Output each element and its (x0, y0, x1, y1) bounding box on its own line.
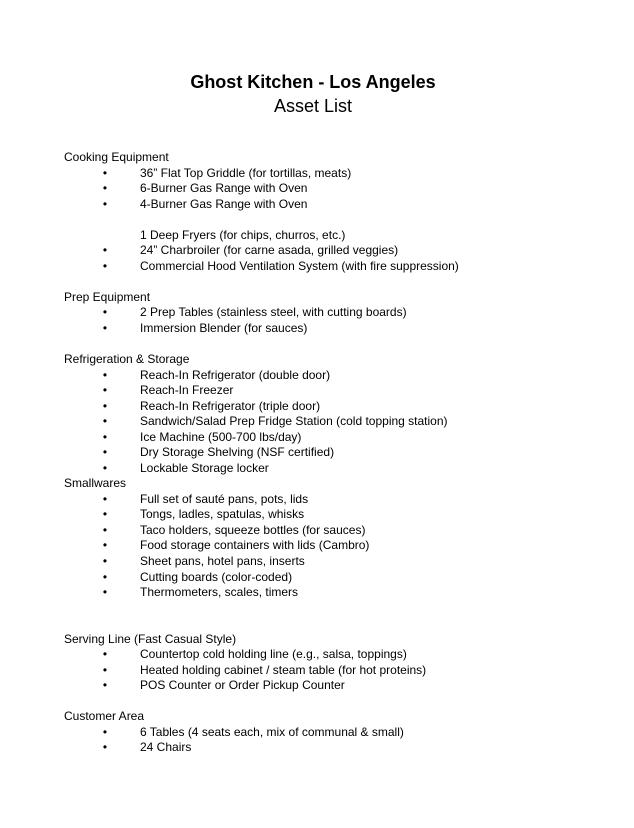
bullet-icon: • (102, 166, 108, 180)
list-item: Reach-In Refrigerator (double door) (140, 368, 331, 382)
bullet-icon: • (102, 399, 108, 413)
list-item: 24” Charbroiler (for carne asada, grilled veggies) (140, 243, 399, 257)
section-heading-customer-area: Customer Area (64, 709, 145, 723)
bullet-icon: • (102, 259, 108, 273)
list-item: 2 Prep Tables (stainless steel, with cutting boards) (140, 305, 407, 319)
section-heading-serving-line: Serving Line (Fast Casual Style) (64, 632, 237, 646)
bullet-icon: • (102, 321, 108, 335)
bullet-icon: • (102, 197, 108, 211)
list-item: Immersion Blender (for sauces) (140, 321, 308, 335)
document-title: Ghost Kitchen - Los Angeles (190, 72, 436, 92)
bullet-icon: • (102, 554, 108, 568)
list-item: Reach-In Freezer (140, 383, 234, 397)
bullet-icon: • (102, 368, 108, 382)
list-item: Ice Machine (500-700 lbs/day) (140, 430, 302, 444)
bullet-icon: • (102, 570, 108, 584)
bullet-icon: • (102, 414, 108, 428)
bullet-icon: • (102, 538, 108, 552)
bullet-icon: • (102, 725, 108, 739)
list-item: 24 Chairs (140, 740, 192, 754)
list-item: Countertop cold holding line (e.g., salsa, toppings) (140, 647, 407, 661)
list-item: Food storage containers with lids (Cambro) (140, 538, 370, 552)
list-item: Tongs, ladles, spatulas, whisks (140, 507, 305, 521)
bullet-icon: • (102, 430, 108, 444)
list-item: Sandwich/Salad Prep Fridge Station (cold topping station) (140, 414, 448, 428)
section-heading-smallwares: Smallwares (64, 476, 127, 490)
bullet-icon: • (102, 445, 108, 459)
list-item: Commercial Hood Ventilation System (with fire suppression) (140, 259, 459, 273)
bullet-icon: • (102, 740, 108, 754)
list-item: Dry Storage Shelving (NSF certified) (140, 445, 335, 459)
list-item: Taco holders, squeeze bottles (for sauces) (140, 523, 366, 537)
list-item: Full set of sauté pans, pots, lids (140, 492, 309, 506)
list-item: 4-Burner Gas Range with Oven (140, 197, 308, 211)
list-item: 36” Flat Top Griddle (for tortillas, meats) (140, 166, 352, 180)
list-item: Thermometers, scales, timers (140, 585, 299, 599)
bullet-icon: • (102, 647, 108, 661)
list-item: Sheet pans, hotel pans, inserts (140, 554, 305, 568)
list-item: 1 Deep Fryers (for chips, churros, etc.) (140, 228, 346, 242)
list-item: 6-Burner Gas Range with Oven (140, 181, 308, 195)
bullet-icon: • (102, 181, 108, 195)
bullet-icon: • (102, 678, 108, 692)
bullet-icon: • (102, 507, 108, 521)
bullet-icon: • (102, 383, 108, 397)
list-item: Cutting boards (color-coded) (140, 570, 293, 584)
list-item: Lockable Storage locker (140, 461, 269, 475)
section-heading-refrigeration-storage: Refrigeration & Storage (64, 352, 190, 366)
list-item: Heated holding cabinet / steam table (for hot proteins) (140, 663, 427, 677)
bullet-icon: • (102, 305, 108, 319)
list-item: 6 Tables (4 seats each, mix of communal & small) (140, 725, 404, 739)
bullet-icon: • (102, 461, 108, 475)
bullet-icon: • (102, 492, 108, 506)
bullet-icon: • (102, 243, 108, 257)
section-heading-cooking-equipment: Cooking Equipment (64, 150, 169, 164)
document-subtitle: Asset List (273, 96, 353, 116)
bullet-icon: • (102, 523, 108, 537)
list-item: Reach-In Refrigerator (triple door) (140, 399, 321, 413)
bullet-icon: • (102, 663, 108, 677)
section-heading-prep-equipment: Prep Equipment (64, 290, 151, 304)
list-item: POS Counter or Order Pickup Counter (140, 678, 345, 692)
bullet-icon: • (102, 585, 108, 599)
